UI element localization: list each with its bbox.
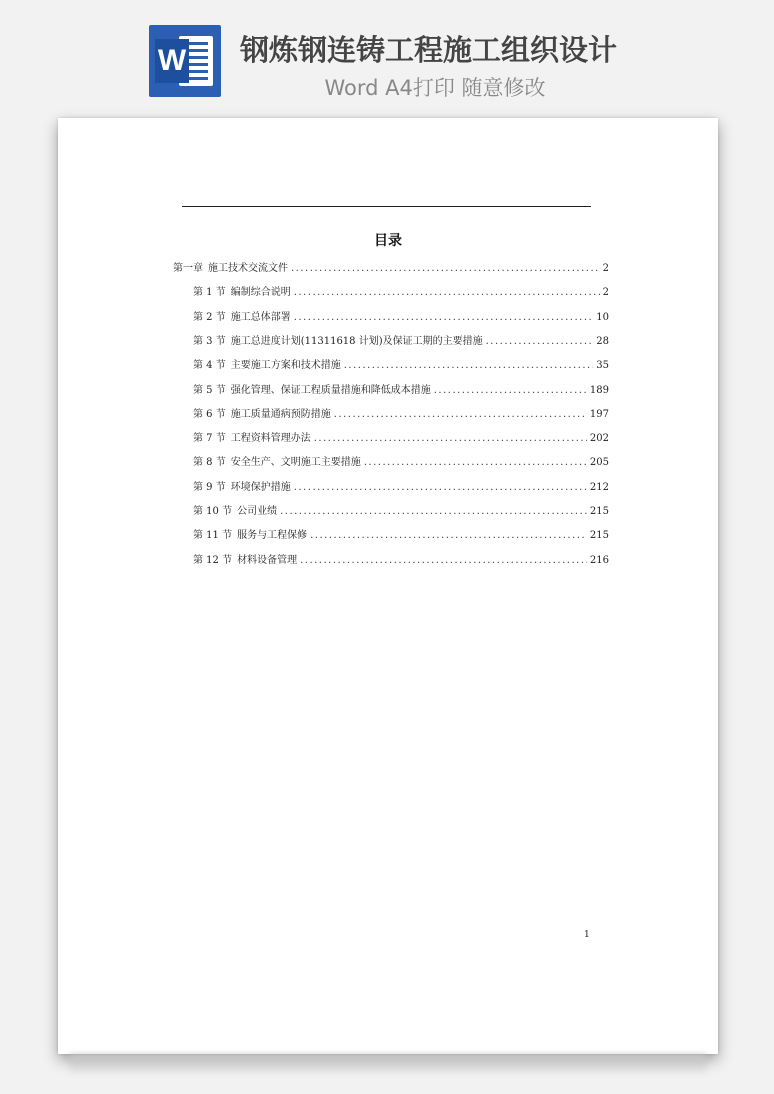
- toc-entry[interactable]: [193, 356, 609, 372]
- toc-entry-number: 第 8 节: [193, 457, 226, 469]
- toc-entry[interactable]: [193, 478, 609, 494]
- toc-entry-page: 2: [602, 287, 609, 299]
- toc-entry-number: 第 4 节: [193, 360, 226, 372]
- toc-entry-title: 材料设备管理: [237, 554, 298, 566]
- toc-entry-title: 服务与工程保修: [237, 530, 308, 542]
- header-banner: [0, 0, 774, 118]
- toc-entry-page: 216: [589, 554, 609, 566]
- toc-entry[interactable]: [193, 332, 609, 348]
- toc-entry-title: 公司业绩: [237, 506, 278, 517]
- toc-leader-dots: [314, 433, 587, 444]
- toc-title: 目录: [374, 233, 402, 249]
- toc-entry-title: 施工质量通病预防措施: [230, 408, 331, 420]
- toc-entry-title: 编制综合说明: [230, 287, 291, 299]
- toc-entry-page: 10: [596, 311, 609, 323]
- toc-entry[interactable]: [193, 283, 609, 299]
- toc-leader-dots: [310, 530, 587, 541]
- toc-entry-page: 189: [589, 384, 609, 396]
- toc-entry-title: 工程资料管理办法: [230, 433, 311, 445]
- toc-entry[interactable]: [193, 453, 609, 469]
- toc-leader-dots: [364, 457, 587, 468]
- toc-entry[interactable]: [193, 429, 609, 445]
- toc-entry[interactable]: [173, 259, 609, 275]
- toc-entry-title: 施工总体部署: [230, 311, 291, 323]
- toc-entry-number: 第 2 节: [193, 311, 226, 323]
- toc-entry-number: 第 10 节: [193, 506, 233, 517]
- toc-leader-dots: [294, 312, 594, 323]
- toc-leader-dots: [300, 555, 587, 566]
- banner-title: 钢炼钢连铸工程施工组织设计: [240, 33, 618, 67]
- toc-entry-page: 215: [589, 506, 609, 517]
- toc-entry-page: 2: [602, 263, 609, 274]
- toc-entry-number: 第 3 节: [193, 335, 226, 347]
- header-rule: [182, 206, 591, 207]
- toc-leader-dots: [344, 360, 594, 371]
- word-app-icon: [149, 25, 221, 97]
- toc-entry[interactable]: [193, 308, 609, 324]
- toc-entry-page: 205: [589, 457, 609, 469]
- banner-subtitle: Word A4打印 随意修改: [324, 76, 546, 100]
- toc-entry-number: 第 5 节: [193, 384, 226, 396]
- toc-entry-page: 35: [596, 360, 609, 372]
- toc-entry[interactable]: [193, 526, 609, 542]
- toc-entry-title: 强化管理、保证工程质量措施和降低成本措施: [230, 384, 431, 396]
- toc-entry-title: 施工技术交流文件: [208, 263, 288, 274]
- footer-page-number: 1: [584, 930, 590, 940]
- toc-entry-title: 环境保护措施: [230, 481, 291, 493]
- toc-entry-page: 28: [596, 335, 609, 347]
- document-page: [58, 118, 718, 1054]
- toc-entry-page: 197: [589, 408, 609, 420]
- toc-entry-page: 212: [589, 481, 609, 493]
- page-shadow: [70, 1054, 706, 1076]
- toc-entry-number: 第 7 节: [193, 433, 226, 445]
- toc-entry-number: 第 9 节: [193, 481, 226, 493]
- toc-leader-dots: [486, 336, 594, 347]
- toc-leader-dots: [334, 409, 587, 420]
- toc-entry-page: 215: [589, 530, 609, 542]
- word-icon-letter: W: [155, 39, 189, 83]
- toc-leader-dots: [294, 482, 587, 493]
- toc-entry[interactable]: [193, 381, 609, 397]
- toc-entry-title: 主要施工方案和技术措施: [230, 360, 341, 372]
- toc-leader-dots: [434, 385, 587, 396]
- toc-leader-dots: [291, 263, 600, 274]
- toc-entry-number: 第 1 节: [193, 287, 226, 299]
- toc-entry[interactable]: [193, 502, 609, 518]
- toc-entry-number: 第 11 节: [193, 530, 233, 542]
- toc-entry-title: 施工总进度计划(11311618 计划)及保证工期的主要措施: [230, 335, 483, 347]
- toc-leader-dots: [294, 287, 600, 298]
- toc-entry-number: 第 6 节: [193, 408, 226, 420]
- toc-entry[interactable]: [193, 405, 609, 421]
- toc-entry-page: 202: [589, 433, 609, 445]
- toc-entry-number: 第一章: [173, 263, 203, 274]
- toc-entry[interactable]: [193, 551, 609, 567]
- toc-entry-number: 第 12 节: [193, 554, 233, 566]
- toc-entry-title: 安全生产、文明施工主要措施: [230, 457, 361, 469]
- toc-leader-dots: [280, 506, 587, 517]
